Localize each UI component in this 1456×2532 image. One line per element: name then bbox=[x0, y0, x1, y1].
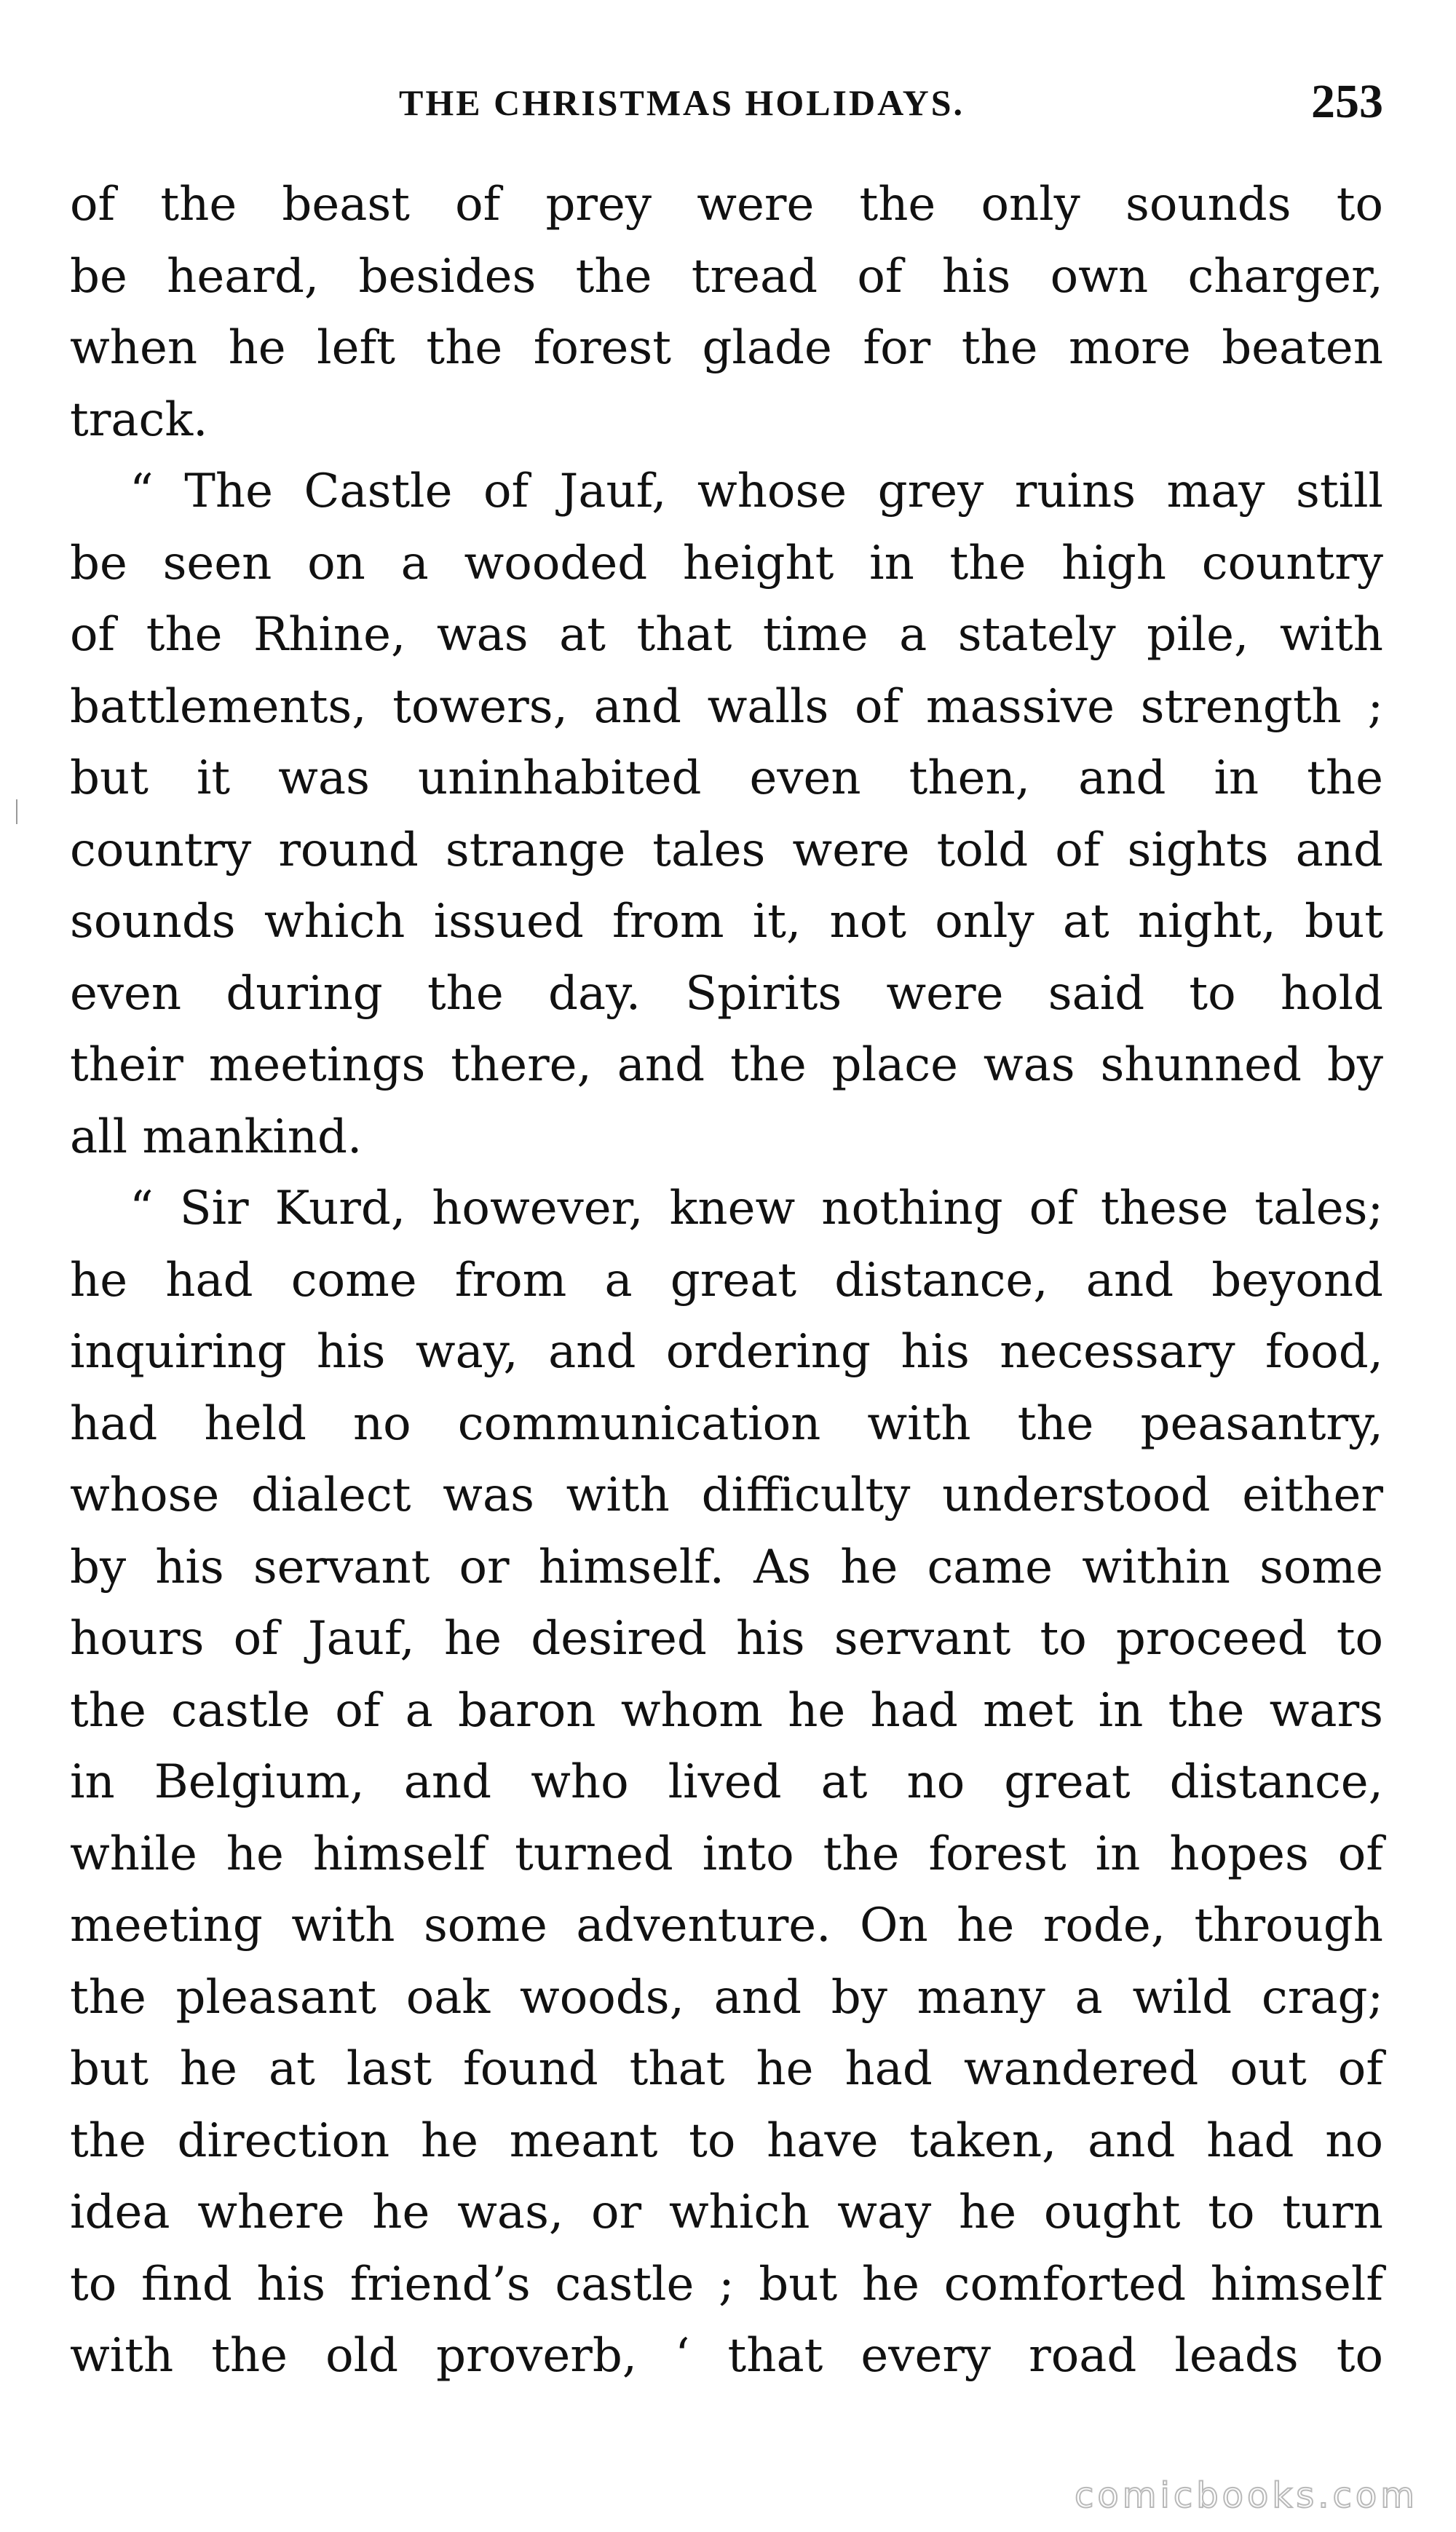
text-line: “ Sir Kurd, however, knew nothing of these tales; bbox=[130, 1182, 1383, 1235]
text-line: by his servant or himself. As he came within some bbox=[70, 1540, 1383, 1594]
watermark: comicbooks.com bbox=[1074, 2475, 1418, 2516]
text-line: be heard, besides the tread of his own charger, bbox=[70, 249, 1383, 304]
text-line: had held no communication with the peasantry, bbox=[70, 1396, 1383, 1451]
text-line: but he at last found that he had wandered out of bbox=[70, 2042, 1383, 2096]
text-line: their meetings there, and the place was shunned by bbox=[70, 1038, 1383, 1092]
text-line: battlements, towers, and walls of massive strength ; bbox=[70, 679, 1383, 734]
text-line: idea where he was, or which way he ought to turn bbox=[70, 2185, 1383, 2239]
text-line: be seen on a wooded height in the high country bbox=[70, 536, 1383, 590]
body-text bbox=[70, 169, 1383, 2392]
page-number: 253 bbox=[1311, 75, 1383, 128]
text-line: track. bbox=[70, 392, 208, 447]
text-line: hours of Jauf, he desired his servant to proceed to bbox=[70, 1612, 1383, 1666]
text-line: all mankind. bbox=[70, 1109, 363, 1164]
text-line: of the Rhine, was at that time a stately pile, with bbox=[70, 608, 1383, 662]
text-line: with the old proverb, ‘ that every road leads to bbox=[70, 2329, 1383, 2383]
text-line: the pleasant oak woods, and by many a wild crag; bbox=[70, 1970, 1383, 2025]
running-title: THE CHRISTMAS HOLIDAYS. bbox=[399, 82, 965, 123]
running-head bbox=[70, 73, 1383, 138]
text-line: the castle of a baron whom he had met in the wars bbox=[70, 1683, 1383, 1738]
margin-mark bbox=[16, 799, 17, 824]
text-line: inquiring his way, and ordering his necessary food, bbox=[70, 1325, 1383, 1379]
text-line: “ The Castle of Jauf, whose grey ruins may still bbox=[130, 464, 1383, 518]
text-line: in Belgium, and who lived at no great distance, bbox=[70, 1755, 1383, 1809]
text-line: sounds which issued from it, not only at night, but bbox=[70, 895, 1383, 949]
text-line: to find his friend’s castle ; but he comforted himself bbox=[70, 2257, 1383, 2311]
text-line: he had come from a great distance, and beyond bbox=[70, 1253, 1383, 1307]
text-line: country round strange tales were told of sights and bbox=[70, 823, 1383, 877]
text-line: while he himself turned into the forest in hopes of bbox=[70, 1827, 1383, 1881]
text-line: the direction he meant to have taken, and had no bbox=[70, 2113, 1383, 2168]
text-line: when he left the forest glade for the more beaten bbox=[70, 321, 1383, 375]
text-line: whose dialect was with difficulty understood either bbox=[70, 1468, 1383, 1522]
text-line: but it was uninhabited even then, and in the bbox=[70, 751, 1383, 805]
text-line: even during the day. Spirits were said to hold bbox=[70, 966, 1383, 1021]
text-line: of the beast of prey were the only sounds to bbox=[70, 178, 1383, 232]
text-line: meeting with some adventure. On he rode, through bbox=[70, 1899, 1383, 1953]
